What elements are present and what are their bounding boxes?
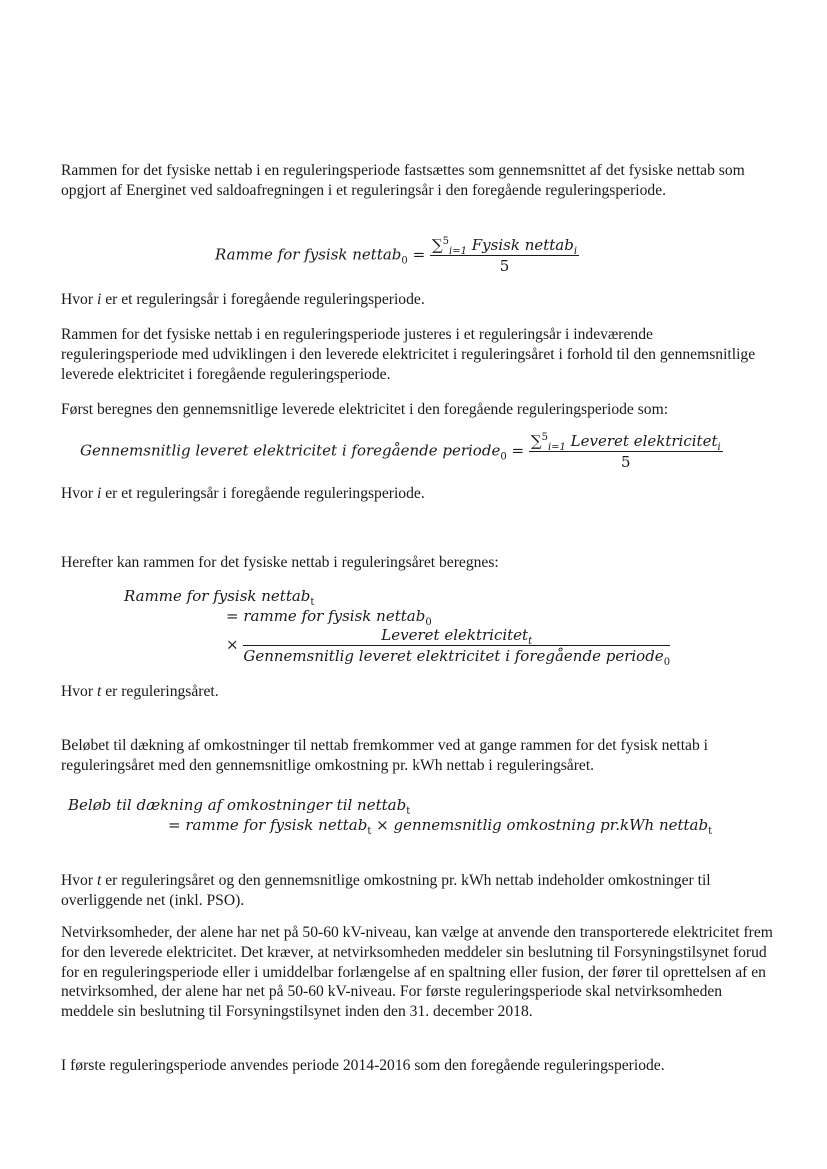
formula-2-sum-upper: 5 (541, 432, 548, 443)
paragraph-7-post: er reguleringsåret. (101, 683, 219, 700)
formula-4-rhs-2: gennemsnitlig omkostning pr.kWh nettab (393, 816, 709, 834)
paragraph-7-pre: Hvor (61, 683, 97, 700)
formula-3-line-2-sub: 0 (425, 617, 432, 628)
paragraph-9-var: t (96, 872, 102, 889)
formula-2-equals: = (511, 441, 525, 460)
formula-2-lhs: Gennemsnitlig leveret elektricitet i foregående periode (80, 441, 501, 460)
formula-2-denominator: 5 (620, 453, 631, 471)
formula-2-numerator-text: Leveret elektricitet (570, 432, 718, 450)
paragraph-4: Først beregnes den gennemsnitlige leverede elektricitet i den foregående reguleringsperiode som: (61, 401, 669, 418)
formula-4-rhs-1-sub: t (367, 826, 372, 837)
paragraph-11: I første reguleringsperiode anvendes periode 2014-2016 som den foregående reguleringsperiode. (61, 1057, 665, 1074)
paragraph-3: Rammen for det fysiske nettab i en reguleringsperiode justeres i et reguleringsår i indeværende reguleringsperiode med udviklingen i den leverede elektricitet i reguleringsåret i forhold til den gennemsnitlige leverede elektricitet i foregående reguleringsperiode. (61, 326, 756, 383)
paragraph-9-pre: Hvor (61, 872, 97, 889)
formula-3-line-2-text: ramme for fysisk nettab (243, 607, 426, 625)
paragraph-5-var: i (96, 485, 102, 502)
paragraph-1: Rammen for det fysiske nettab i en reguleringsperiode fastsættes som gennemsnittet af det fysiske nettab som opgjort af Energinet ved saldoafregningen i et reguleringsår i den foregående reguleringsperiode. (61, 162, 745, 199)
formula-3-lhs: Ramme for fysisk nettab (124, 587, 311, 605)
formula-3-line-2 (226, 607, 432, 628)
formula-4-times: × (376, 816, 389, 834)
formula-3-lhs-sub: t (310, 597, 315, 608)
formula-3-numerator-text: Leveret elektricitet (381, 626, 529, 644)
paragraph-2-pre: Hvor (61, 291, 97, 308)
paragraph-9 (61, 871, 773, 911)
formula-4-rhs-2-sub: t (708, 826, 713, 837)
paragraph-5 (61, 484, 773, 504)
formula-3-line-3 (226, 626, 671, 668)
formula-3-denominator-text: Gennemsnitlig leveret elektricitet i foregående periode (243, 647, 664, 665)
paragraph-5-post: er et reguleringsår i foregående reguleringsperiode. (101, 485, 425, 502)
paragraph-9-post: er reguleringsåret og den gennemsnitlige omkostning pr. kWh nettab indeholder omkostninger til overliggende net (inkl. PSO). (61, 872, 711, 909)
formula-1-numerator (430, 236, 579, 256)
paragraph-2-post: er et reguleringsår i foregående reguleringsperiode. (101, 291, 425, 308)
formula-1-sum-lower: i=1 (449, 246, 467, 257)
formula-1-fraction (430, 236, 579, 275)
formula-4-line-1 (68, 796, 411, 817)
paragraph-7-var: t (96, 683, 102, 700)
formula-4-rhs-1: ramme for fysisk nettab (185, 816, 368, 834)
formula-3-denominator (243, 646, 671, 668)
formula-4-line-2 (168, 816, 713, 837)
formula-2-numerator (529, 432, 723, 452)
formula-3-denominator-sub: 0 (663, 657, 671, 668)
formula-2-sum-sign: ∑ (530, 432, 542, 450)
formula-2-sum-lower: i=1 (547, 442, 566, 453)
formula-4-lhs-sub: t (406, 806, 411, 817)
formula-1-lhs: Ramme for fysisk nettab (215, 245, 402, 264)
paragraph-2-var: i (96, 291, 102, 308)
formula-1-sum-upper: 5 (442, 236, 450, 247)
paragraph-2 (61, 290, 773, 310)
formula-1-sum-sign: ∑ (431, 236, 443, 254)
formula-4-equals: = (168, 816, 181, 834)
paragraph-5-pre: Hvor (61, 485, 97, 502)
formula-1-equals: = (412, 245, 426, 264)
paragraph-10: Netvirksomheder, der alene har net på 50-60 kV-niveau, kan vælge at anvende den transporterede elektricitet frem for den leverede elektricitet. Det kræver, at netvirksomheden meddeler sin beslutning til Forsyningstilsynet forud for en reguleringsperiode eller i umiddelbar forlængelse af en spaltning eller fusion, der fører til oprettelsen af en netvirksomhed, der alene har net på 50-60 kV-niveau. For første reguleringsperiode skal netvirksomheden meddele sin beslutning til Forsyningstilsynet inden den 31. december 2018. (61, 924, 773, 1021)
formula-1-denominator: 5 (499, 257, 510, 275)
paragraph-7 (61, 682, 773, 702)
formula-ramme-fysisk-nettab-0 (215, 236, 579, 275)
formula-4-lhs: Beløb til dækning af omkostninger til nettab (68, 796, 407, 814)
formula-3-equals: = (226, 607, 239, 625)
formula-3-numerator-sub: t (528, 636, 533, 647)
formula-1-numerator-text: Fysisk nettab (471, 236, 574, 254)
paragraph-6: Herefter kan rammen for det fysiske nettab i reguleringsåret beregnes: (61, 554, 499, 571)
formula-2-numerator-sub: i (717, 442, 721, 453)
formula-2-lhs-sub: 0 (500, 451, 507, 463)
formula-2-fraction (529, 432, 723, 471)
paragraph-8: Beløbet til dækning af omkostninger til nettab fremkommer ved at gange rammen for det fysisk nettab i reguleringsåret med den gennemsnitlige omkostning pr. kWh nettab i reguleringsåret. (61, 737, 708, 774)
formula-1-lhs-sub: 0 (401, 255, 408, 267)
formula-3-line-1 (124, 587, 315, 608)
formula-gennemsnitlig-leveret-elektricitet (80, 432, 723, 471)
formula-3-times: × (226, 635, 239, 654)
formula-3-fraction (243, 626, 671, 668)
formula-3-numerator (243, 626, 670, 646)
formula-1-numerator-sub: i (573, 246, 578, 257)
